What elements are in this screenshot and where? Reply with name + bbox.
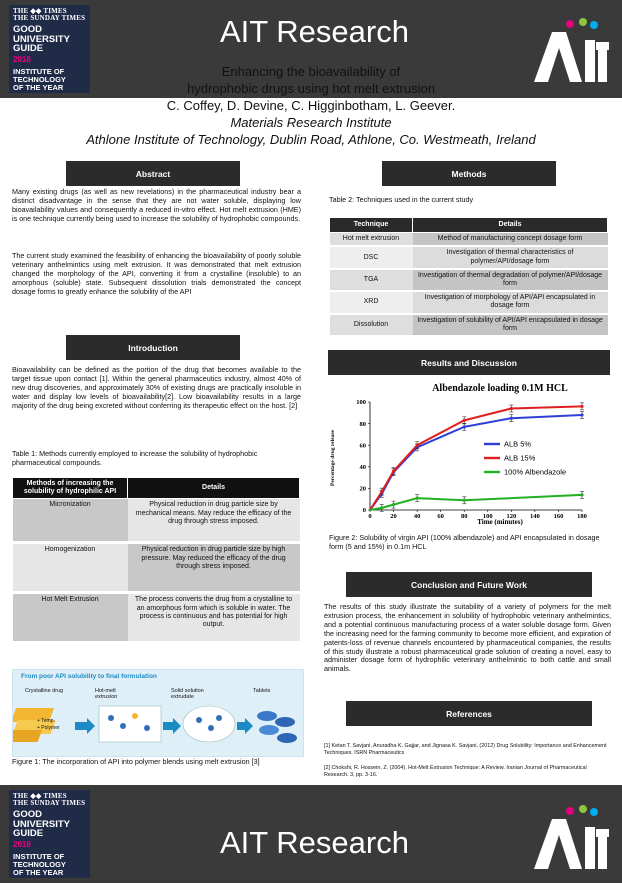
badge-university: UNIVERSITY [13, 33, 71, 45]
chart-point [510, 407, 513, 410]
chart-x-tick-label: 100 [482, 513, 493, 520]
ait-logo-bottom [526, 803, 612, 873]
figure1-process-illustration [12, 669, 304, 757]
poster-authors: C. Coffey, D. Devine, C. Higginbotham, L. Geever. [166, 98, 456, 113]
abstract-paragraph-1: Many existing drugs (as well as new revelations) in the pharmaceutical industry bear a distinct disadvantage in the sense that they are not water soluble, displaying low bioavailability values and consequently a reduced in-vitro effect. Hot melt extrusion (HME) is one technique currently being used to increase the solubility of hydrophobic compounds. [12, 187, 301, 223]
chart-y-tick-label: 100 [356, 399, 366, 407]
banner-title: AIT Research [220, 14, 409, 49]
chart-x-tick-label: 120 [506, 513, 517, 520]
table-row [13, 593, 300, 643]
chart-point [416, 497, 419, 500]
table-row [330, 314, 608, 336]
chart-x-tick-label: 160 [553, 513, 564, 520]
table2-cell: Investigation of solubility of API/API encapsulated in dosage form [413, 314, 608, 336]
chart-point [510, 417, 513, 420]
chart-y-tick-label: 60 [359, 442, 366, 450]
poster-title-line1: Enhancing the bioavailability of [221, 64, 401, 79]
chart-point [580, 413, 583, 416]
badge-inst3: OF THE YEAR [13, 867, 64, 877]
figure1-label-temp: + Temp. [37, 718, 55, 724]
table1-cell: Hot Melt Extrusion [13, 593, 128, 643]
badge-university: UNIVERSITY [13, 818, 71, 830]
badge-good: GOOD [13, 809, 43, 820]
table2-caption: Table 2: Techniques used in the current study [329, 195, 474, 204]
table1-header-details: Details [128, 478, 300, 499]
table2-cell: TGA [330, 269, 413, 291]
chart-y-tick-label: 40 [359, 464, 366, 471]
chart-legend [484, 440, 566, 477]
chart-series-line [370, 406, 582, 510]
figure1-step-4: Tablets [253, 688, 271, 694]
table-row [13, 543, 300, 593]
table1-caption: Table 1: Methods currently employed to increase the solubility of hydrophobic pharmaceutical compounds. [12, 449, 258, 467]
chart-point [380, 506, 383, 509]
figure2-caption: Figure 2: Solubility of virgin API (100% albendazole) and API encapsulated in dosage form (5 and 15%) in 0.1m HCL [329, 533, 600, 551]
badge-times: THE ◆◆ TIMES [13, 7, 67, 15]
chart-title: Albendazole loading 0.1M HCL [432, 383, 568, 394]
chart-series [370, 403, 584, 512]
chart-x-axis-label: Time (minutes) [477, 518, 523, 526]
chart-series-line [370, 495, 582, 510]
badge-inst1: INSTITUTE OF [13, 851, 65, 861]
table-row [330, 246, 608, 268]
badge-guide: GUIDE [13, 43, 44, 54]
figure1-label-polymer: + Polymer [37, 725, 60, 731]
figure1-step-3: Solid solution extrudate [171, 688, 204, 700]
figure1-step-2: Hot-melt extrusion [95, 688, 118, 700]
figure1-title: From poor API solubility to final formulation [21, 673, 157, 680]
table1-cell: Physical reduction in drug particle size by mechanical means. May reduce the efficacy of the drug through stress imposed. [128, 499, 300, 543]
chart-x-tick-label: 180 [577, 513, 587, 520]
chart-legend-label: ALB 15% [504, 453, 536, 463]
table2-cell: Hot melt extrusion [330, 233, 413, 247]
poster-address: Athlone Institute of Technology, Dublin Road, Athlone, Co. Westmeath, Ireland [86, 132, 536, 147]
chart-point [580, 405, 583, 408]
figure1-caption: Figure 1: The incorporation of API into polymer blends using melt extrusion [3] [12, 757, 260, 766]
badge-good: GOOD [13, 24, 43, 35]
badge-inst1: INSTITUTE OF [13, 66, 65, 76]
table2-cell: Investigation of thermal degradation of polymer/API/dosage form [413, 269, 608, 291]
table2-header-technique: Technique [330, 218, 413, 233]
chart-point [580, 493, 583, 496]
figure1-step-1: Crystalline drug [25, 688, 64, 694]
reference-item: [2] Chokshi, R. Hossein, Z. (2004). Hot-Melt Extrusion Technique: A Review. Iranian Journal of Pharmaceutical Research. 3, pp. 3-16. [324, 765, 587, 778]
table2-header-details: Details [413, 218, 608, 233]
table1-cell: The process converts the drug from a crystalline to an amorphous form which is soluble in water. The process is continuous and has potential for high output. [128, 593, 300, 643]
abstract-heading: Abstract [66, 161, 240, 186]
references-heading: References [346, 701, 592, 726]
methods-table-1 [12, 477, 300, 644]
chart-x-tick-label: 40 [413, 513, 421, 520]
methods-heading: Methods [382, 161, 556, 186]
badge-inst3: OF THE YEAR [13, 82, 64, 92]
table1-cell: Micronization [13, 499, 128, 543]
chart-legend-label: ALB 5% [504, 439, 532, 449]
abstract-paragraph-2: The current study examined the feasibility of enhancing the bioavailability of poorly soluble veterinary anthelmintics using melt extrusion. It was demonstrated that melt extrusion changed the morphology of the API, converting it from a crystalline (insoluble) to an amorphous (soluble) state. Subsequent dissolution trials demonstrated the concept dosage forms to greatly enhance the solubility of the API [12, 251, 301, 296]
introduction-paragraph: Bioavailability can be defined as the portion of the drug that becomes available to the target tissue upon contact [1]. Within the general pharmaceutics industry, almost 40% of new drug discoveries, and approximately 30% of existing drugs are practically insoluble in water and display low levels of bioavailability[2]. Low bioavailability results in a large majority of the drug being excreted without conferring its therapeutic effect on the host. [2] [12, 365, 301, 410]
badge-inst2: TECHNOLOGY [13, 74, 66, 84]
conclusion-paragraph: The results of this study illustrate the suitability of a variety of polymers for the melt extrusion process, the enhancement in solubility of hydrophobic veterinary anthelmintics, and a potential continuous manufacturing process of a water soluble dosage form. Given the increasing need for the farming community to become more efficient, and expiration of patents-loss of revenue channels encountered by pharmaceutical companies, the results of this study illustrate a robust pharmaceutical grade solution of creating a novel, easy to administer dosage form of hydrophilic veterinary anthelmintic to both cattle and small animals. [324, 602, 611, 674]
table1-cell: Homogenization [13, 543, 128, 593]
table2-cell: Investigation of morphology of API/API encapsulated in dosage form [413, 291, 608, 313]
chart-x-tick-label: 80 [460, 513, 468, 520]
badge-year: 2018 [13, 54, 31, 64]
chart-x-tick-label: 60 [437, 513, 444, 520]
chart-point [380, 490, 383, 493]
chart-point [392, 470, 395, 473]
chart-point [392, 503, 395, 506]
introduction-heading: Introduction [66, 335, 240, 360]
badge-times: THE ◆◆ TIMES [13, 792, 67, 800]
table2-cell: DSC [330, 246, 413, 268]
chart-point [463, 419, 466, 422]
chart-x-tick-label: 140 [530, 513, 540, 520]
badge-sunday-times: THE SUNDAY TIMES [13, 799, 86, 807]
table1-header-method: Methods of increasing the solubility of hydrophilic API [13, 478, 128, 499]
chart-point [463, 425, 466, 428]
table-row [330, 291, 608, 313]
chart-point [463, 499, 466, 502]
table2-cell: Method of manufacturing concept dosage form [413, 233, 608, 247]
poster-title-block [40, 63, 582, 148]
chart-y-axis-label: Percentage drug release [330, 430, 336, 486]
table2-cell: XRD [330, 291, 413, 313]
conclusion-heading: Conclusion and Future Work [346, 572, 592, 597]
table2-cell: Dissolution [330, 314, 413, 336]
badge-inst2: TECHNOLOGY [13, 859, 66, 869]
table-row [13, 499, 300, 543]
table-row [330, 269, 608, 291]
chart-y-tick-label: 80 [359, 420, 366, 428]
chart-x-tick-label: 20 [390, 513, 397, 520]
poster-title-line2: hydrophobic drugs using hot melt extrusion [187, 81, 435, 96]
badge-guide: GUIDE [13, 828, 44, 839]
results-heading: Results and Discussion [328, 350, 610, 375]
badge-sunday-times: THE SUNDAY TIMES [13, 14, 86, 22]
badge-year: 2018 [13, 839, 31, 849]
table-row [330, 233, 608, 247]
chart-point [416, 444, 419, 447]
reference-item: [1] Ketan T. Savjani, Anuradha K. Gajjar, and Jignasa K. Savjani, (2012) Drug Solubility: Importance and Enhancement Techniques. ISRN Pharmaceutics [324, 743, 607, 756]
chart-x-tick-label: 0 [368, 513, 372, 520]
poster-institute: Materials Research Institute [230, 115, 392, 130]
methods-table-2 [329, 217, 608, 337]
dissolution-chart [324, 378, 616, 528]
times-award-badge-bottom [9, 790, 90, 878]
bottom-banner [0, 785, 622, 883]
chart-y-tick-label: 0 [362, 507, 366, 515]
table1-cell: Physical reduction in drug particle size by high pressure. May reduced the efficacy of the drug through stress imposed. [128, 543, 300, 593]
chart-legend-label: 100% Albendazole [504, 467, 567, 477]
table2-cell: Investigation of thermal characteristics of polymer/API/dosage form [413, 246, 608, 268]
banner-title-bottom: AIT Research [220, 825, 409, 860]
chart-y-tick-label: 20 [359, 485, 366, 493]
